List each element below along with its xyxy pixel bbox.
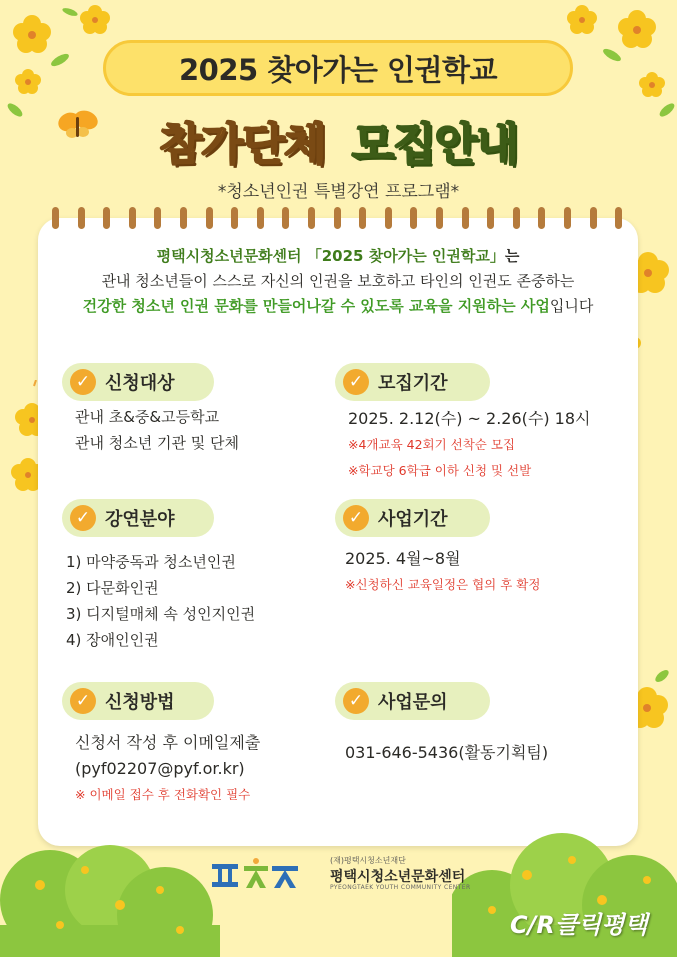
headline-part2: 모집안내 — [351, 119, 518, 170]
ring-icon — [436, 207, 443, 229]
section-recruit-body — [348, 406, 591, 484]
org-name-en: PYEONGTAEK YOUTH COMMUNITY CENTER — [330, 884, 471, 891]
watermark: C/R클릭평택 — [510, 911, 648, 939]
subtitle: *청소년인권 특별강연 프로그램* — [217, 182, 460, 202]
lecture-item: 2) 다문화인권 — [66, 579, 159, 597]
section-target-header — [62, 363, 214, 401]
ring-icon — [590, 207, 597, 229]
ring-icon — [180, 207, 187, 229]
intro-paragraph — [38, 244, 638, 319]
section-inquiry-body — [345, 740, 548, 766]
intro-line3-suffix: 입니다 — [549, 297, 594, 315]
intro-line2: 관내 청소년들이 스스로 자신의 인권을 보호하고 타인의 인권도 존중하는 — [101, 272, 575, 290]
ring-icon — [129, 207, 136, 229]
check-icon: ✓ — [343, 688, 369, 714]
target-line: 관내 청소년 기관 및 단체 — [75, 434, 239, 452]
logo-mark-icon — [210, 856, 320, 892]
check-icon: ✓ — [343, 369, 369, 395]
ring-icon — [308, 207, 315, 229]
section-apply-body — [75, 730, 260, 808]
recruit-note: ※학교당 6학급 이하 신청 및 선발 — [348, 463, 532, 478]
title-banner — [103, 40, 573, 96]
headline — [0, 108, 677, 172]
ring-icon — [231, 207, 238, 229]
section-apply-label: 신청방법 — [105, 692, 175, 713]
project-note: ※신청하신 교육일정은 협의 후 확정 — [345, 577, 541, 592]
section-inquiry-label: 사업문의 — [378, 692, 448, 713]
org-name: 평택시청소년문화센터 — [330, 869, 466, 885]
org-parent: (재)평택시청소년재단 — [330, 856, 406, 865]
ring-icon — [52, 207, 59, 229]
section-recruit-header — [335, 363, 490, 401]
notebook-rings — [52, 207, 624, 231]
section-inquiry-header — [335, 682, 490, 720]
bush-left — [0, 830, 220, 957]
section-target-label: 신청대상 — [105, 373, 175, 394]
check-icon: ✓ — [70, 369, 96, 395]
section-lecture-header — [62, 499, 214, 537]
section-recruit-label: 모집기간 — [378, 373, 448, 394]
check-icon: ✓ — [70, 505, 96, 531]
section-lecture-body — [66, 549, 255, 653]
ring-icon — [564, 207, 571, 229]
section-lecture-label: 강연분야 — [105, 509, 175, 530]
ring-icon — [615, 207, 622, 229]
ring-icon — [513, 207, 520, 229]
apply-line: 신청서 작성 후 이메일제출 — [75, 733, 261, 752]
intro-org: 평택시청소년문화센터 「2025 찾아가는 인권학교」 — [156, 247, 505, 265]
ring-icon — [334, 207, 341, 229]
ring-icon — [154, 207, 161, 229]
intro-line3-green: 건강한 청소년 인권 문화를 만들어나갈 수 있도록 교육을 지원하는 사업 — [82, 297, 550, 315]
ring-icon — [206, 207, 213, 229]
section-apply-header — [62, 682, 214, 720]
ring-icon — [282, 207, 289, 229]
ring-icon — [359, 207, 366, 229]
intro-line1-suffix: 는 — [504, 247, 520, 265]
ring-icon — [462, 207, 469, 229]
headline-part1: 참가단체 — [159, 119, 326, 170]
section-target-body — [75, 404, 239, 456]
ring-icon — [538, 207, 545, 229]
ring-icon — [78, 207, 85, 229]
ring-icon — [257, 207, 264, 229]
ring-icon — [103, 207, 110, 229]
inquiry-phone: 031-646-5436(활동기획팀) — [345, 743, 549, 762]
check-icon: ✓ — [343, 505, 369, 531]
ring-icon — [385, 207, 392, 229]
section-project-header — [335, 499, 490, 537]
recruit-note: ※4개교육 42회기 선착순 모집 — [348, 437, 516, 452]
lecture-item: 3) 디지털매체 속 성인지인권 — [66, 605, 256, 623]
lecture-item: 4) 장애인인권 — [66, 631, 159, 649]
check-icon: ✓ — [70, 688, 96, 714]
page-title: 2025 찾아가는 인권학교 — [178, 52, 498, 87]
section-project-label: 사업기간 — [378, 509, 448, 530]
apply-note: ※ 이메일 접수 후 전화확인 필수 — [75, 787, 251, 802]
section-project-body — [345, 546, 540, 598]
apply-email: (pyf02207@pyf.or.kr) — [75, 759, 245, 778]
target-line: 관내 초&중&고등학교 — [75, 408, 220, 426]
project-main: 2025. 4월~8월 — [345, 549, 461, 568]
lecture-item: 1) 마약중독과 청소년인권 — [66, 553, 236, 571]
recruit-main: 2025. 2.12(수) ~ 2.26(수) 18시 — [348, 409, 591, 428]
ring-icon — [487, 207, 494, 229]
ring-icon — [410, 207, 417, 229]
